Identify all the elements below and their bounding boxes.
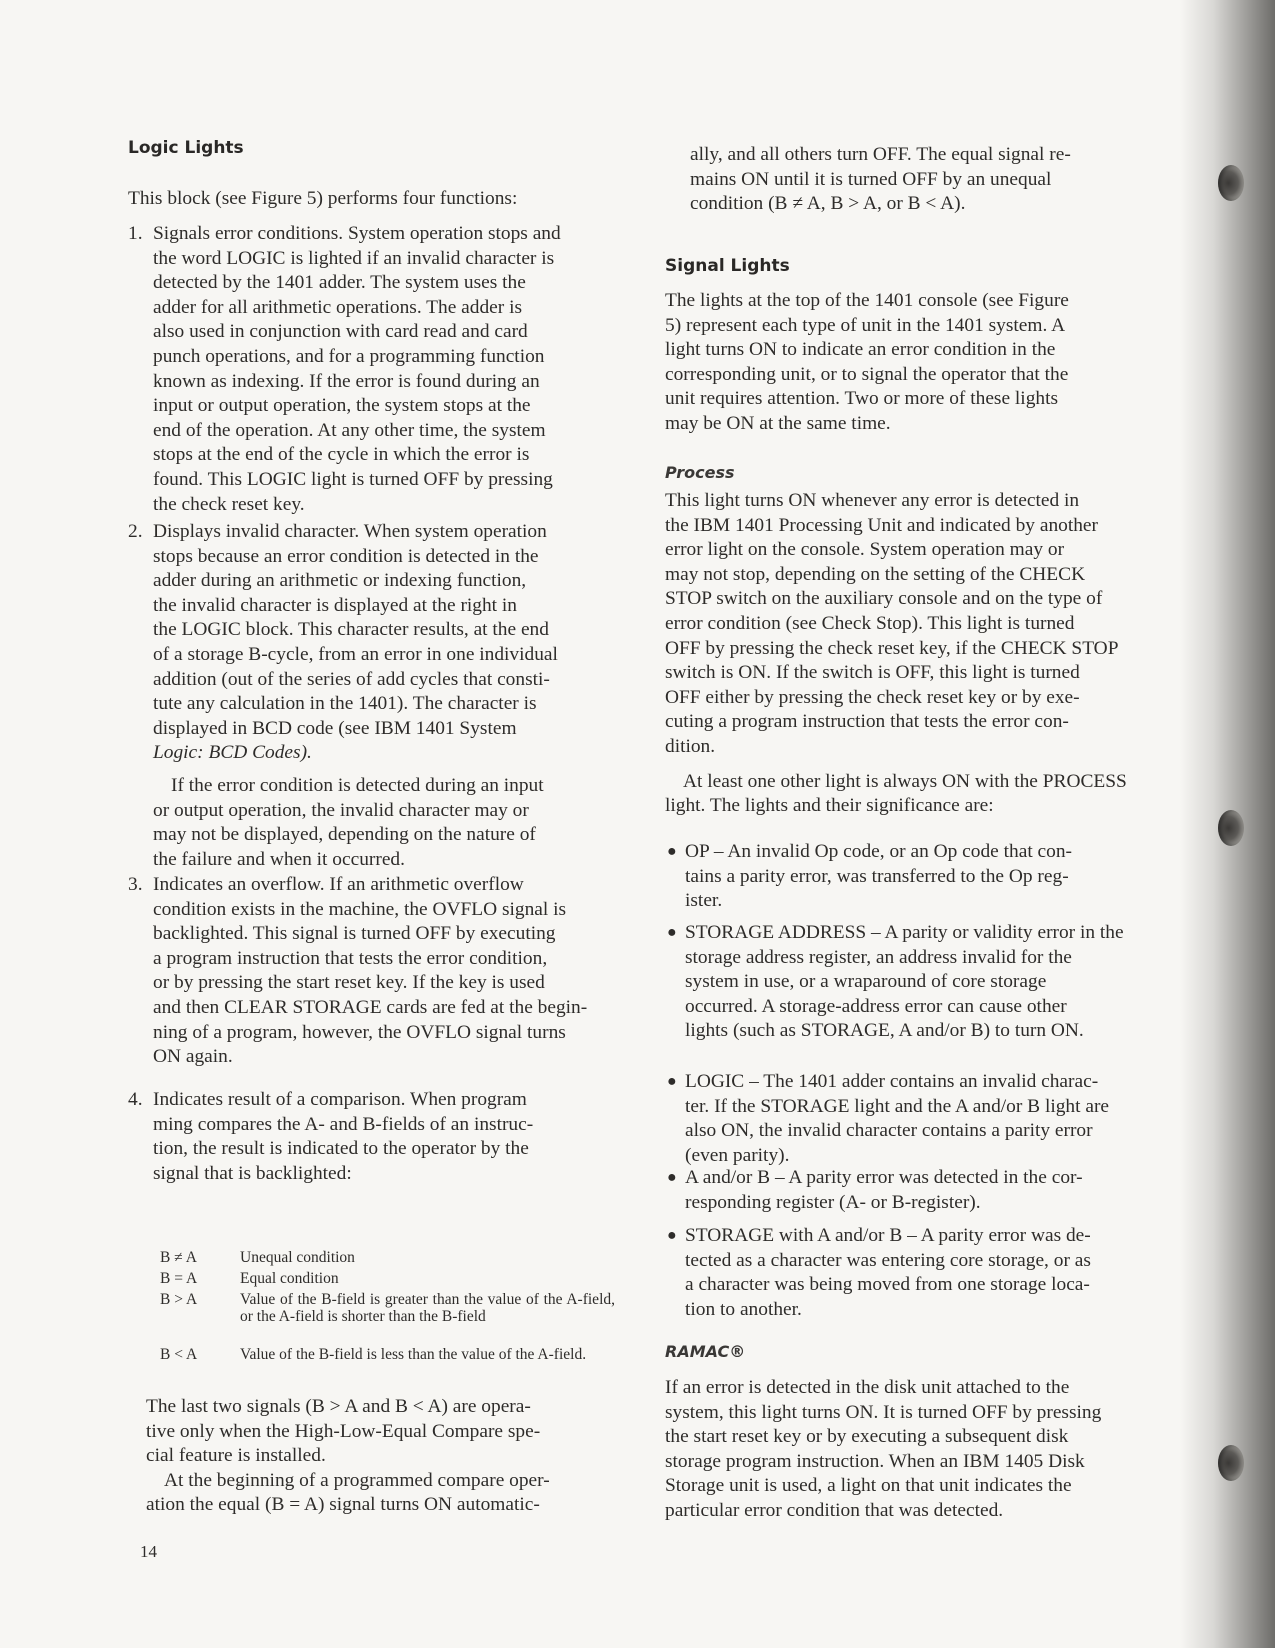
text-line: The last two signals (B > A and B < A) are opera-	[146, 1396, 531, 1417]
bullet-icon: ●	[667, 924, 677, 941]
text-line: a program instruction that tests the error condition,	[153, 947, 548, 969]
text-line: storage program instruction. When an IBM 1405 Disk	[665, 1450, 1085, 1472]
text-line: 5) represent each type of unit in the 1401 system. A	[665, 314, 1066, 336]
text-line: ON again.	[153, 1046, 233, 1068]
text-line: mains ON until it is turned OFF by an unequal	[690, 168, 1052, 190]
text-line: lights (such as STORAGE, A and/or B) to turn ON.	[685, 1020, 1084, 1042]
text-line: storage address register, an address invalid for the	[685, 946, 1072, 968]
text-line: or output operation, the invalid character may or	[153, 799, 529, 821]
text-line: dition.	[665, 735, 716, 757]
text-line: the word LOGIC is lighted if an invalid character is	[153, 247, 555, 269]
text-line: At least one other light is always ON with the PROCESS	[683, 770, 1127, 792]
text-line: ister.	[685, 890, 723, 912]
text-line: addition (out of the series of add cycles that consti-	[153, 668, 550, 690]
bullet-icon: ●	[667, 843, 677, 860]
text-line: or by pressing the start reset key. If the key is used	[153, 972, 545, 994]
text-line: switch is ON. If the switch is OFF, this light is turned	[665, 662, 1080, 684]
text-line: corresponding unit, or to signal the operator that the	[665, 363, 1069, 385]
text-line: detected by the 1401 adder. The system uses the	[153, 272, 526, 294]
text-line: condition exists in the machine, the OVFLO signal is	[153, 898, 567, 920]
text-line: tains a parity error, was transferred to the Op reg-	[685, 865, 1069, 887]
comparison-symbol: B = A	[160, 1270, 198, 1287]
comparison-description: Value of the B-field is greater than the value of the A-field, or the A-field is shorter than the B-field	[240, 1291, 615, 1325]
text-line: This light turns ON whenever any error is detected in	[665, 490, 1080, 511]
comparison-symbol: B > A	[160, 1291, 198, 1308]
after-table-paragraph	[146, 1395, 623, 1518]
comparison-symbol: B ≠ A	[160, 1249, 197, 1266]
text-line: light turns ON to indicate an error condition in the	[665, 339, 1056, 361]
text-line: tected as a character was entering core storage, or as	[685, 1249, 1091, 1271]
list-number-3: 3.	[128, 874, 143, 895]
list-item-4	[153, 1088, 623, 1186]
text-line: end of the operation. At any other time, the system	[153, 419, 546, 441]
text-line: displayed in BCD code (see IBM 1401 System	[153, 717, 517, 739]
text-line: (even parity).	[685, 1144, 790, 1166]
text-line: STOP switch on the auxiliary console and on the type of	[665, 588, 1103, 610]
text-line: may be ON at the same time.	[665, 412, 891, 434]
text-line: tion to another.	[685, 1298, 802, 1320]
continuation-paragraph	[690, 143, 1163, 217]
bullet-item-storage-address	[685, 921, 1163, 1044]
text-line: The lights at the top of the 1401 console (see Figure	[665, 290, 1069, 311]
comparison-description: Unequal condition	[240, 1249, 355, 1266]
list-item-3	[153, 873, 623, 1070]
text-line: adder for all arithmetic operations. The adder is	[153, 296, 522, 318]
list-item-2	[153, 520, 623, 872]
text-line: A and/or B – A parity error was detected in the cor-	[685, 1167, 1083, 1188]
bullet-item-logic	[685, 1070, 1163, 1168]
text-line: the invalid character is displayed at the right in	[153, 594, 517, 616]
section-heading-signal-lights: Signal Lights	[665, 256, 790, 276]
text-line: If an error is detected in the disk unit attached to the	[665, 1377, 1070, 1398]
text-line: Logic: BCD Codes).	[153, 742, 312, 764]
text-line: At the beginning of a programmed compare oper-	[164, 1469, 550, 1491]
text-line: OFF either by pressing the check reset key or by exe-	[665, 686, 1080, 708]
text-line: ally, and all others turn OFF. The equal signal re-	[690, 144, 1071, 165]
signal-lights-paragraph	[665, 289, 1163, 437]
text-line: light. The lights and their significance are:	[665, 795, 994, 817]
binder-hole-bottom	[1218, 1445, 1244, 1481]
text-line: the check reset key.	[153, 493, 305, 515]
text-line: of a storage B-cycle, from an error in one individual	[153, 643, 558, 665]
text-line: adder during an arithmetic or indexing function,	[153, 570, 527, 592]
text-line: the failure and when it occurred.	[153, 848, 405, 870]
sub-heading-ramac: RAMAC®	[665, 1342, 746, 1361]
text-line: occurred. A storage-address error can cause other	[685, 995, 1067, 1017]
text-line: the LOGIC block. This character results, at the end	[153, 619, 549, 641]
list-number-2: 2.	[128, 521, 143, 542]
text-line: input or output operation, the system stops at the	[153, 395, 531, 417]
text-line: tive only when the High-Low-Equal Compare spe-	[146, 1420, 541, 1442]
bullet-item-a-and-or-b	[685, 1166, 1163, 1215]
section-heading-logic-lights: Logic Lights	[128, 138, 244, 158]
list-number-4: 4.	[128, 1089, 143, 1110]
text-line: the start reset key or by executing a subsequent disk	[665, 1426, 1069, 1448]
text-line: the IBM 1401 Processing Unit and indicated by another	[665, 514, 1098, 536]
bullet-item-op	[685, 840, 1163, 914]
text-line: also used in conjunction with card read and card	[153, 321, 528, 343]
text-line: Displays invalid character. When system operation	[153, 521, 547, 542]
text-line: system in use, or a wraparound of core storage	[685, 971, 1047, 993]
ramac-paragraph	[665, 1376, 1163, 1524]
text-line: ation the equal (B = A) signal turns ON automatic-	[146, 1494, 540, 1516]
text-line: stops at the end of the cycle in which the error is	[153, 444, 530, 466]
text-line: condition (B ≠ A, B > A, or B < A).	[690, 193, 966, 215]
process-paragraph	[665, 489, 1163, 819]
text-line: stops because an error condition is detected in the	[153, 545, 539, 567]
text-line: Storage unit is used, a light on that unit indicates the	[665, 1475, 1072, 1497]
binder-hole-top	[1218, 165, 1244, 201]
text-line: known as indexing. If the error is found during an	[153, 370, 540, 392]
bullet-icon: ●	[667, 1169, 677, 1186]
list-item-1	[153, 222, 623, 517]
text-line: found. This LOGIC light is turned OFF by pressing	[153, 468, 553, 490]
text-line: responding register (A- or B-register).	[685, 1191, 981, 1213]
text-line: tute any calculation in the 1401). The character is	[153, 693, 537, 715]
text-line: Indicates an overflow. If an arithmetic overflow	[153, 874, 524, 895]
text-line: ning of a program, however, the OVFLO signal turns	[153, 1021, 566, 1043]
intro-paragraph: This block (see Figure 5) performs four functions:	[128, 188, 518, 209]
text-line: particular error condition that was detected.	[665, 1499, 1004, 1521]
text-line: unit requires attention. Two or more of these lights	[665, 388, 1059, 410]
text-line: error light on the console. System operation may or	[665, 539, 1065, 561]
text-line: system, this light turns ON. It is turned OFF by pressing	[665, 1401, 1102, 1423]
text-line: and then CLEAR STORAGE cards are fed at the begin-	[153, 996, 588, 1018]
text-line: LOGIC – The 1401 adder contains an invalid charac-	[685, 1071, 1099, 1092]
text-line: STORAGE ADDRESS – A parity or validity error in the	[685, 922, 1124, 943]
text-line: cial feature is installed.	[146, 1445, 326, 1467]
text-line: a character was being moved from one storage loca-	[685, 1274, 1090, 1296]
text-line: OP – An invalid Op code, or an Op code that con-	[685, 841, 1073, 862]
text-line: Signals error conditions. System operation stops and	[153, 223, 561, 244]
text-line: Indicates result of a comparison. When program	[153, 1089, 527, 1110]
text-line: cuting a program instruction that tests the error con-	[665, 711, 1069, 733]
comparison-description: Equal condition	[240, 1270, 339, 1287]
list-number-1: 1.	[128, 223, 143, 244]
text-line: may not be displayed, depending on the nature of	[153, 824, 536, 846]
text-line: error condition (see Check Stop). This light is turned	[665, 612, 1075, 634]
text-line: backlighted. This signal is turned OFF by executing	[153, 923, 556, 945]
text-line: signal that is backlighted:	[153, 1162, 352, 1184]
text-line: ming compares the A- and B-fields of an instruc-	[153, 1113, 534, 1135]
page-number: 14	[140, 1542, 157, 1561]
sub-heading-process: Process	[665, 463, 735, 482]
comparison-description: Value of the B-field is less than the value of the A-field.	[240, 1346, 587, 1363]
text-line: also ON, the invalid character contains a parity error	[685, 1120, 1093, 1142]
comparison-symbol: B < A	[160, 1346, 198, 1363]
text-line: ter. If the STORAGE light and the A and/or B light are	[685, 1095, 1110, 1117]
bullet-icon: ●	[667, 1227, 677, 1244]
bullet-icon: ●	[667, 1073, 677, 1090]
text-line: tion, the result is indicated to the operator by the	[153, 1138, 529, 1160]
text-line: STORAGE with A and/or B – A parity error was de-	[685, 1225, 1091, 1246]
text-line: If the error condition is detected during an input	[171, 774, 544, 796]
text-line: OFF by pressing the check reset key, if the CHECK STOP	[665, 637, 1119, 659]
text-line: may not stop, depending on the setting of the CHECK	[665, 563, 1086, 585]
bullet-item-storage-with-a-b	[685, 1224, 1163, 1322]
text-line: punch operations, and for a programming function	[153, 345, 545, 367]
binder-hole-middle	[1218, 810, 1244, 846]
